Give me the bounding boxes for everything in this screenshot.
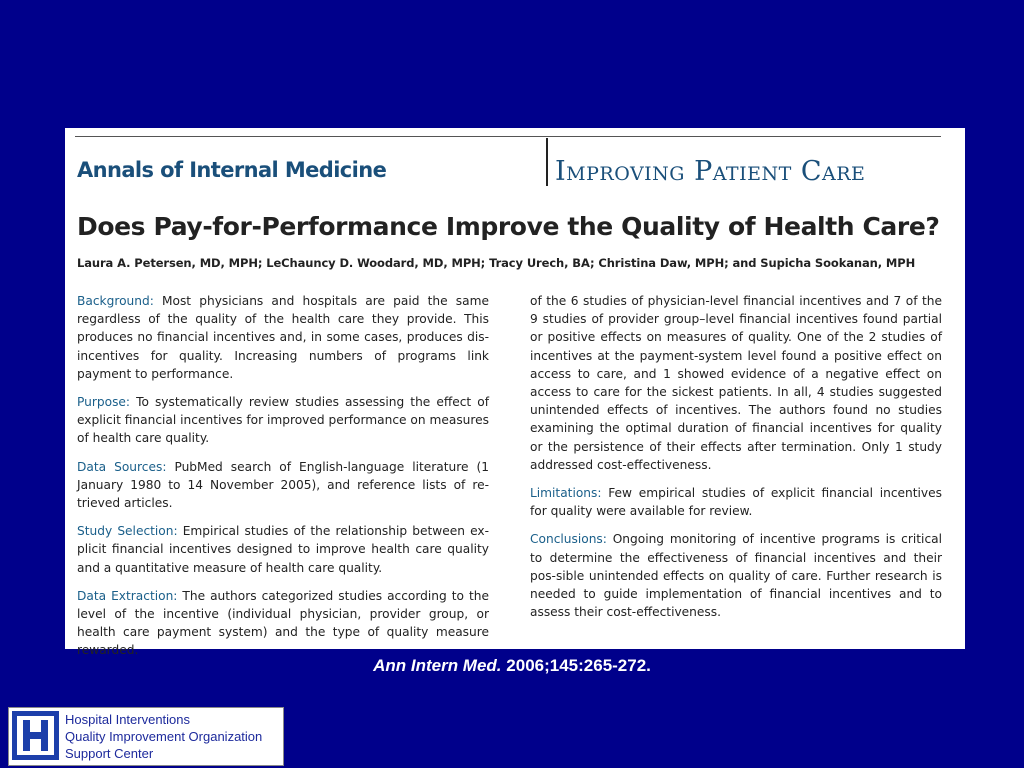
- section-text: To systematically review studies assessing the effect of explicit financial incentives for improved performance on measures of health care quality.: [77, 395, 489, 446]
- section-label: Purpose:: [77, 395, 131, 410]
- abstract-section: [77, 522, 489, 577]
- abstract-section: [530, 484, 942, 520]
- abstract-left-column: [77, 292, 489, 670]
- section-text: Empirical studies of the relationship between ex-plicit financial incentives designed to improve health care quality and a quantitative measure of health care quality.: [77, 524, 489, 575]
- section-label: Conclusions:: [530, 532, 607, 547]
- series-title: Improving Patient Care: [555, 156, 866, 187]
- abstract-right-column: [530, 292, 942, 631]
- abstract-section: [77, 587, 489, 660]
- top-rule: [75, 136, 941, 137]
- article-authors: Laura A. Petersen, MD, MPH; LeChauncy D. Woodard, MD, MPH; Tracy Urech, BA; Christina Daw, MPH; and Supicha Sookanan, MPH: [77, 256, 916, 270]
- logo-line: Hospital Interventions: [65, 712, 191, 727]
- hqio-logo: [8, 707, 284, 766]
- logo-line: Support Center: [65, 746, 154, 761]
- citation-journal: Ann Intern Med.: [373, 656, 502, 675]
- article-image: [65, 128, 965, 658]
- header-separator: [546, 138, 548, 186]
- logo-line: Quality Improvement Organization: [65, 729, 263, 744]
- section-text: Few empirical studies of explicit financial incentives for quality were available for review.: [530, 486, 942, 519]
- section-text: Most physicians and hospitals are paid the same regardless of the quality of the health care they provide. This produces no financial incentives and, in some cases, produces dis-incentives for quality. Increasing numbers of programs link payment to performance.: [77, 294, 489, 381]
- section-label: Data Sources:: [77, 459, 167, 474]
- citation-reference: 2006;145:265-272.: [506, 656, 651, 675]
- section-text: The authors categorized studies according to the level of the incentive (individual physician, provider group, or health care payment system) and the type of quality measure rewarded.: [77, 588, 489, 658]
- article-title: Does Pay-for-Performance Improve the Quality of Health Care?: [77, 212, 940, 241]
- section-text: Ongoing monitoring of incentive programs is critical to determine the effectiveness of financial incentives and their pos-sible unintended effects on quality of care. Further research is needed to guide implementation of financial incentives and to assess their cost-effectiveness.: [530, 532, 942, 620]
- results-continuation: of the 6 studies of physician-level financial incentives and 7 of the 9 studies of provider group–level financial incentives found partial or positive effects on measures of quality. One of the 2 studies of incentives at the payment-system level found a positive effect on access to care, and 1 showed evidence of a negative effect on access to care for the sickest patients. In all, 4 studies suggested unintended effects of incentives. The authors found no studies examining the optimal duration of financial incentives for quality or the persistence of their effects after termination. Only 1 study addressed cost-effectiveness.: [530, 294, 942, 472]
- citation: [0, 656, 1024, 676]
- journal-name: Annals of Internal Medicine: [77, 158, 387, 182]
- abstract-section: [77, 458, 489, 513]
- section-text: PubMed search of English-language literature (1 January 1980 to 14 November 2005), and reference lists of re-trieved articles.: [77, 459, 490, 511]
- abstract-section: [77, 393, 489, 448]
- hospital-h-icon: [12, 711, 59, 760]
- section-label: Limitations:: [530, 486, 602, 501]
- section-label: Background:: [77, 294, 154, 308]
- section-label: Data Extraction:: [77, 588, 178, 603]
- logo-text: [65, 711, 262, 762]
- section-label: Study Selection:: [77, 524, 178, 539]
- abstract-section: [530, 530, 942, 621]
- abstract-section: [77, 292, 489, 383]
